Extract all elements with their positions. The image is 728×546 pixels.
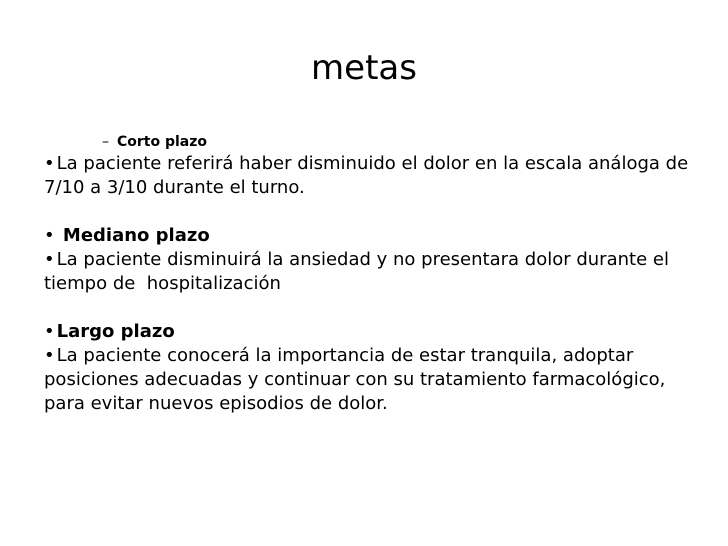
medium-term-text: La paciente disminuirá la ansiedad y no presentara dolor durante el tiempo de hospitalización bbox=[44, 249, 675, 294]
bullet-marker: • bbox=[44, 225, 55, 246]
short-term-heading bbox=[44, 132, 692, 152]
slide-title: metas bbox=[311, 48, 417, 88]
short-term-text: La paciente referirá haber disminuido el dolor en la escala análoga de 7/10 a 3/10 durante el turno. bbox=[44, 153, 689, 198]
bullet-marker: • bbox=[44, 249, 55, 270]
long-term-text: La paciente conocerá la importancia de estar tranquila, adoptar posiciones adecuadas y continuar con su tratamiento farmacológico, para evitar nuevos episodios de dolor. bbox=[44, 345, 666, 414]
bullet-marker: • bbox=[44, 153, 55, 174]
slide-body bbox=[44, 132, 692, 416]
bullet-marker: • bbox=[44, 345, 55, 366]
medium-term-goal bbox=[44, 248, 692, 296]
short-term-goal bbox=[44, 152, 692, 200]
medium-term-heading bbox=[44, 224, 692, 248]
dash-marker: – bbox=[102, 134, 109, 150]
bullet-marker: • bbox=[44, 321, 55, 342]
medium-term-label: Mediano plazo bbox=[62, 225, 210, 246]
long-term-label: Largo plazo bbox=[56, 321, 175, 342]
long-term-goal bbox=[44, 344, 692, 416]
short-term-label: Corto plazo bbox=[117, 134, 208, 150]
long-term-heading bbox=[44, 320, 692, 344]
